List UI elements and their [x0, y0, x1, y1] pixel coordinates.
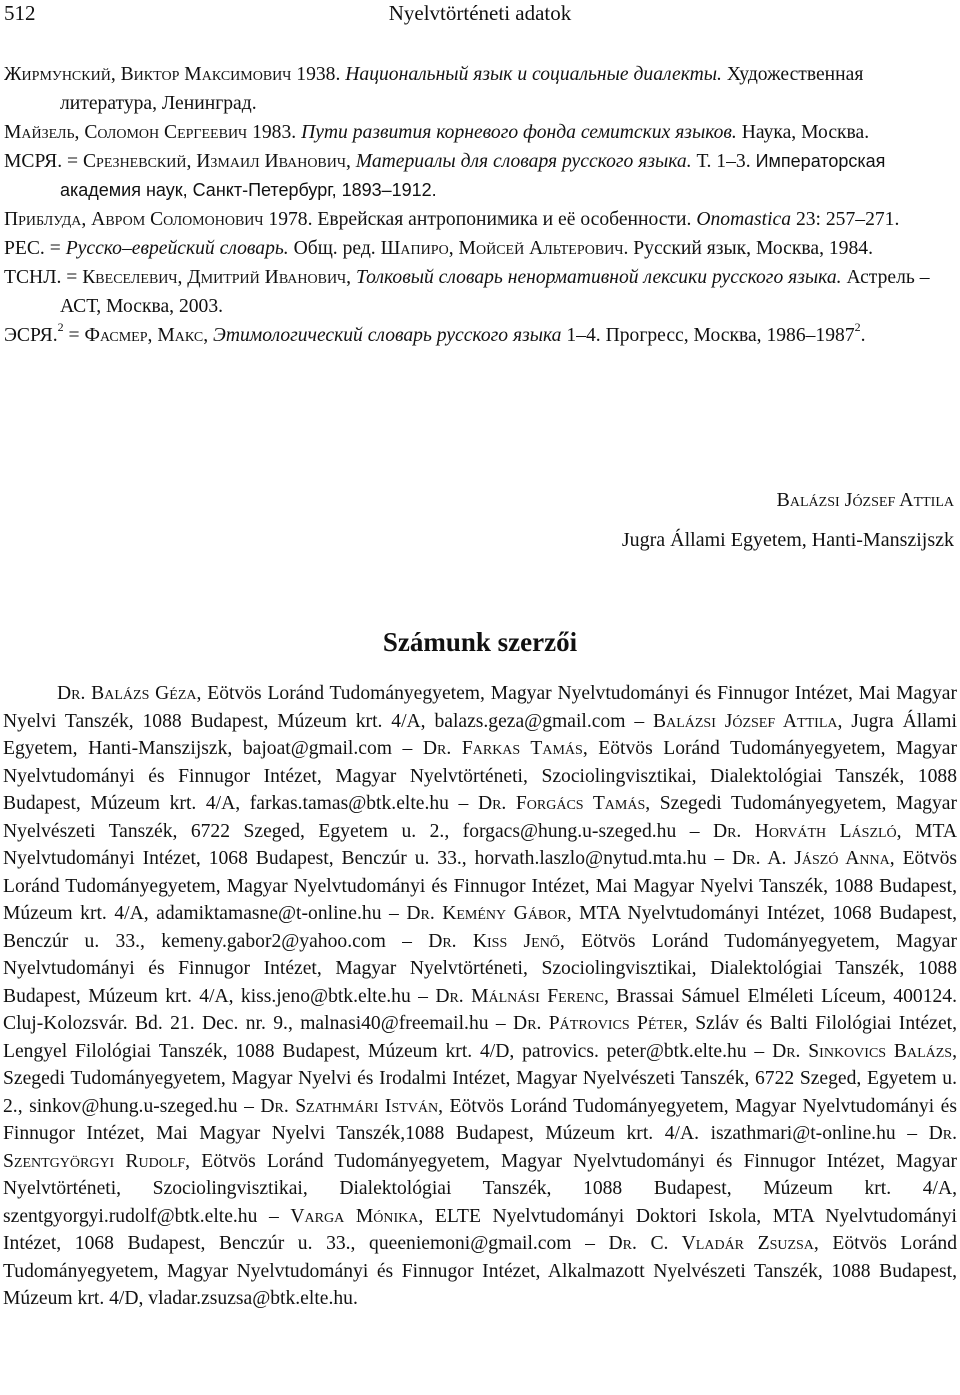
ref-title: Материалы для словаря русского языка. [355, 151, 692, 172]
contributors-paragraph [3, 680, 957, 1313]
contributor-name: Dr. C. Vladár Zsuzsa [608, 1233, 814, 1254]
contributor-name: Dr. Forgács Tamás [477, 793, 646, 814]
ref-year: 1983. [247, 122, 302, 143]
ref-abbr: ТСНЛ. [4, 267, 62, 288]
contributor-name: Dr. Szentgyörgyi Rudolf [3, 1123, 957, 1172]
contributor-affiliation: , Eötvös Loránd Tudományegyetem, Magyar Nyelvtudományi és Finnugor Intézet, Mai Magyar Nyelvi Tanszék, 1088 Budapest, Múzeum krt. 4/A, balazs.geza@gmail.com – [3, 683, 958, 732]
article-signature [354, 484, 954, 556]
ref-author: Срезневский, Измаил Иванович [82, 151, 346, 172]
ref-publisher: Императорская академия наук, Санкт-Петербург, 1893–1912. [60, 151, 886, 200]
ref-sup: 2 [57, 320, 64, 335]
contributor-name: Dr. Balázs Géza [57, 683, 197, 704]
ref-abbr: РЕС. [4, 238, 45, 259]
contributor-name: Dr. Málnási Ferenc [435, 985, 604, 1007]
ref-publisher: Прогресс, Москва, 1986–1987 [600, 325, 855, 346]
contributor-affiliation: , Eötvös Loránd Tudományegyetem, Magyar Nyelvtudományi és Finnugor Intézet, Mai Magyar Nyelvi Tanszék,1088 Budapest, Múzeum krt. 4/A. iszathmari@t-online.hu – [3, 1095, 957, 1144]
ref-sep: = [62, 151, 83, 172]
reference-item [4, 234, 956, 263]
ref-title: Этимологический словарь русского языка [212, 325, 562, 346]
ref-vol: 1–4. [561, 325, 601, 346]
ref-end: . [860, 325, 866, 346]
ref-sep: = [44, 238, 66, 259]
page-header [0, 0, 960, 26]
contributor-affiliation: , Eötvös Loránd Tudományegyetem, Magyar Nyelvtudományi és Finnugor Intézet, Magyar Nyelvtörténeti, Szociolingvisztikai, Dialektológiai Tanszék, 1088 Budapest, Múzeum krt. 4/A, szentgyorgyi.rudolf@btk.elte.hu – [3, 1150, 957, 1227]
contributor-name: Dr. Pátrovics Péter [513, 1013, 683, 1034]
contributor-affiliation: , Szláv és Balti Filológiai Intézet, Lengyel Filológiai Tanszék, 1088 Budapest, Múzeum krt. 4/D, patrovics. peter@btk.elte.hu – [3, 1013, 957, 1062]
ref-abbr: ЭСРЯ. [4, 325, 58, 346]
contributor-name: Balázsi József Attila [653, 710, 838, 732]
ref-title: Пути развития корневого фонда семитских языков. [301, 122, 737, 143]
ref-journal: Onomastica [696, 209, 792, 230]
contributor-name: Dr. Sinkovics Balázs [772, 1040, 953, 1062]
ref-pages: 23: 257–271. [791, 209, 900, 230]
reference-item: МСРЯ. = Срезневский, Измаил Иванович, Материалы для словаря русского языка. Т. 1–3. Императорская академия наук, Санкт-Петербург, 1893–1912. [4, 151, 886, 200]
contributor-affiliation: , Szegedi Tudományegyetem, Magyar Nyelvészeti Tanszék, 6722 Szeged, Egyetem u. 2., forgacs@hung.u-szeged.hu – [3, 793, 957, 842]
contributor-affiliation: , Eötvös Loránd Tudományegyetem, Magyar Nyelvtudományi és Finnugor Intézet, Magyar Nyelvtörténeti, Szociolingvisztikai, Dialektológiai Tanszék, 1088 Budapest, Múzeum krt. 4/A, farkas.tamas@btk.elte.hu – [3, 738, 957, 814]
ref-title: Русско–еврейский словарь. [65, 238, 289, 259]
ref-abbr: МСРЯ. [4, 151, 63, 172]
contributor-affiliation: , MTA Nyelvtudományi Intézet, 1068 Budapest, Benczúr u. 33., horvath.laszlo@nytud.mta.hu – [3, 820, 957, 869]
contributor-name: Dr. Farkas Tamás [422, 738, 583, 759]
ref-publisher: Художественная литература, Ленинград. [60, 64, 864, 114]
contributor-name: Dr. Horváth László [712, 820, 897, 842]
contributor-affiliation: , Brassai Sámuel Elméleti Líceum, 400124. Cluj-Kolozsvár. Bd. 21. Dec. nr. 9., malnasi40@freemail.hu – [3, 985, 957, 1034]
contributor-affiliation: , Jugra Állami Egyetem, Hanti-Manszijszk, bajoat@gmail.com – [3, 710, 957, 759]
signature-affiliation: Jugra Állami Egyetem, Hanti-Manszijszk [621, 529, 954, 551]
ref-year: 1938. [291, 64, 346, 85]
contributor-name: Dr. Szathmári István [260, 1095, 439, 1117]
contributor-affiliation: , ELTE Nyelvtudományi Doktori Iskola, MTA Nyelvtudományi Intézet, 1068 Budapest, Benczúr u. 33., queeniemoni@gmail.com – [3, 1205, 957, 1254]
ref-author: Жирмунский, Виктор Максимович [4, 64, 292, 85]
ref-author: Приблуда, Авром Соломонович [4, 209, 264, 230]
contributor-affiliation: , Eötvös Loránd Tudományegyetem, Magyar Nyelvtudományi és Finnugor Intézet, Mai Magyar Nyelvi Tanszék, 1088 Budapest, Múzeum krt. 4/A, adamiktamasne@t-online.hu – [3, 848, 957, 924]
reference-list [4, 60, 956, 350]
ref-sep: = [61, 267, 83, 288]
ref-editor-prefix: Общ. ред. [288, 238, 381, 259]
ref-publisher: Астрель – АСТ, Москва, 2003. [60, 267, 930, 317]
ref-edition-sup: 2 [854, 320, 861, 335]
contributor-name: Dr. Kemény Gábor [406, 903, 567, 924]
ref-editor: Шапиро, Мойсей Альтерович [380, 238, 624, 259]
ref-author: Майзель, Соломон Сергеевич [4, 122, 248, 143]
reference-item: ТСНЛ. = Квеселевич, Дмитрий Иванович, Толковый словарь ненормативной лексики русского языка. Астрель – АСТ, Москва, 2003. [4, 267, 930, 317]
reference-item [4, 60, 956, 118]
contributor-affiliation: , MTA Nyelvtudományi Intézet, 1068 Budapest, Benczúr u. 33., kemeny.gabor2@yahoo.com – [3, 903, 957, 952]
ref-sep: = [63, 325, 85, 346]
contributor-name: Dr. Kiss Jenő [428, 930, 560, 952]
ref-vol: Т. 1–3. [691, 151, 751, 172]
reference-item: ЭСРЯ.$^2$ = Фасмер, Макс, Этимологический словарь русского языка 1–4. Прогресс, Москва, 1986–1987$^2$. [4, 320, 866, 346]
contributor-affiliation: , Eötvös Loránd Tudományegyetem, Magyar Nyelvtudományi és Finnugor Intézet, Magyar Nyelvtörténeti, Szociolingvisztikai, Dialektológiai Tanszék, 1088 Budapest, Múzeum krt. 4/A, kiss.jeno@btk.elte.hu – [3, 930, 957, 1007]
contributor-affiliation: , Szegedi Tudományegyetem, Magyar Nyelvi és Irodalmi Intézet, Magyar Nyelvészeti Tanszék, 6722 Szeged, Egyetem u. 2., sinkov@hung.u-szeged.hu – [3, 1040, 957, 1117]
page-number: 512 [4, 1, 36, 25]
section-title: Számunk szerzői [382, 627, 578, 657]
ref-author: Фасмер, Макс [84, 325, 204, 346]
reference-item [4, 205, 956, 234]
ref-title: Еврейская антропонимика и её особенности. [317, 209, 692, 230]
contributor-name: Dr. A. Jászó Anna [732, 848, 890, 869]
ref-title: Толковый словарь ненормативной лексики русского языка. [355, 267, 842, 288]
contributor-affiliation: , Eötvös Loránd Tudományegyetem, Magyar Nyelvtudományi és Finnugor Intézet, Alkalmazott Nyelvészeti Tanszék, 1088 Budapest, Múzeum krt. 4/D, vladar.zsuzsa@btk.elte.hu. [3, 1233, 957, 1309]
signature-name: Balázsi József Attila [776, 489, 954, 511]
ref-year: 1978. [263, 209, 318, 230]
contributor-name: Varga Mónika [290, 1205, 419, 1227]
ref-author: Квеселевич, Дмитрий Иванович [82, 267, 347, 288]
running-title: Nyelvtörténeti adatok [388, 1, 572, 25]
ref-publisher: . Русский язык, Москва, 1984. [623, 238, 873, 259]
ref-title: Национальный язык и социальные диалекты. [345, 64, 722, 85]
ref-publisher: Наука, Москва. [736, 122, 870, 143]
reference-item [4, 118, 956, 147]
